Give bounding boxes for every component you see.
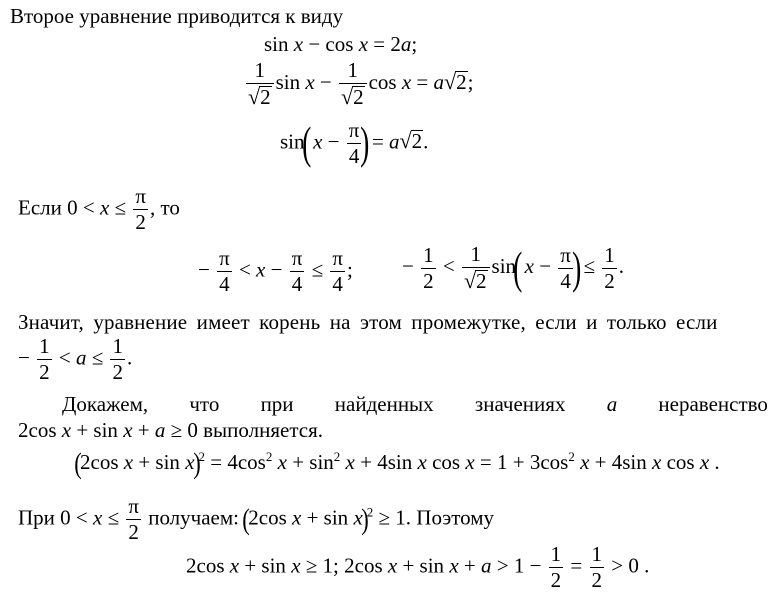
poluchaem-label: получаем: (148, 505, 239, 530)
equation-2: 1 √ 2 sin x − 1 √ 2 cos x = a √ 2 ; (248, 58, 474, 109)
esli-label: Если (18, 195, 62, 220)
dokazhem-word: значениях (474, 392, 566, 416)
vypolnyaetsya-label: выполняется. (203, 418, 323, 442)
expansion-equation: (2cos $x + \sin x)^2 = 4\cos^2$ $x + \sin^2 x + 4\sin$ x $\cos x = 1 + 3\cos^2$ x + 4sin x cos x . (74, 447, 720, 481)
poetomu-label: . Поэтому (405, 505, 495, 530)
range-a: − $\frac{1}{2}$ < a ≤ $\frac{1}{2}$ . (18, 334, 133, 384)
equation-1: sin x − cos x = 2a; (264, 32, 418, 56)
dokazhem-word: неравенство (658, 392, 768, 416)
condition-line: Если 0 < x ≤ $\frac{\pi}{2}$ , то (18, 184, 180, 234)
inequality-2: − $\frac{1}{2}$ < 1 √ 2 sin( x − $\frac{\pi}{4}$ ) ≤ $\frac{1}{2}$ . (402, 241, 624, 293)
dokazhem-word: Докажем, (62, 392, 149, 416)
inequality-statement: 2cos x + sin x + a ≥ 0 выполняется. (18, 418, 323, 442)
intro-label: Второе уравнение приводится к виду (10, 4, 344, 28)
znachit-label: Значит, уравнение имеет корень на этом промежутке, если и только если (18, 310, 718, 334)
variable-a: a (606, 392, 618, 416)
intro-text (10, 6, 343, 27)
dokazhem-word: найденных (334, 392, 434, 416)
equation-3: sin( x − $\frac{\pi}{4}$ ) = a √ 2 . (280, 117, 429, 169)
dokazhem-word: при (260, 392, 294, 416)
pri-label: При (18, 505, 55, 530)
znachit-text (18, 312, 718, 333)
dokazhem-word: что (189, 392, 220, 416)
dokazhem-line (18, 394, 768, 415)
pri-line: При 0 < x ≤ $\frac{\pi}{2}$ получаем: (2cos x + sin x)$^2$ ≥ 1. Поэтому (18, 494, 495, 544)
to-label: , то (149, 195, 180, 220)
inequality-1: − $\frac{\pi}{4}$ < x − $\frac{\pi}{4}$ ≤ $\frac{\pi}{4}$ ; (198, 246, 353, 296)
final-equation: 2cos x + sin x ≥ 1; 2cos x + sin x + a > 1 − $\frac{1}{2}$ = $\frac{1}{2}$ > 0 . (186, 542, 650, 592)
